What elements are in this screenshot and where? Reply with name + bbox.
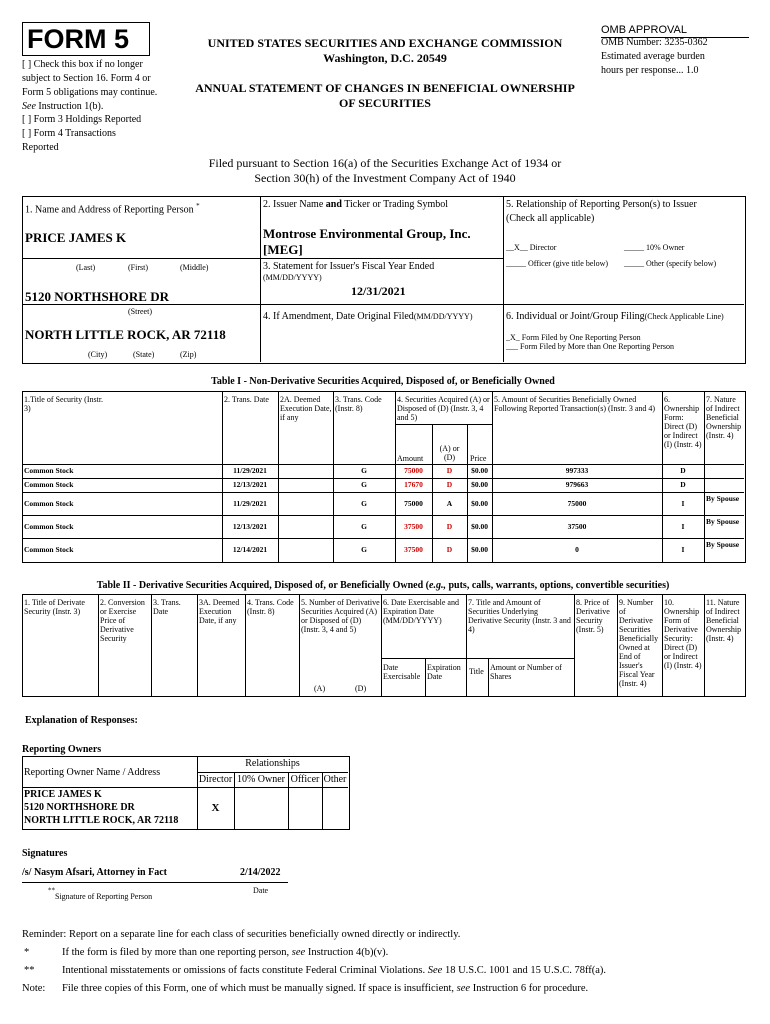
t1-h3: 3. Trans. Code (Instr. 8) (335, 395, 382, 413)
t1-cell-amount: 37500 (404, 522, 423, 531)
t1-cell-form: I (681, 499, 685, 508)
footer-star: * (24, 947, 30, 958)
t2-col-div (381, 594, 382, 697)
t1-sub-amount: Amount (397, 454, 424, 463)
t1-cell-form: I (681, 545, 685, 554)
signature-line (22, 882, 288, 883)
label-street: (Street) (128, 307, 152, 316)
t1-cell-title: Common Stock (24, 499, 74, 508)
label-last: (Last) (76, 263, 96, 272)
owners-col-director: Director (198, 774, 233, 785)
t2-h3: 3. Trans. Date (153, 598, 181, 616)
check-box-text: [ ] Check this box if no longer subject to Section 16. Form 4 or Form 5 obligations may continue. (22, 59, 158, 98)
t1-cell-title: Common Stock (24, 545, 74, 554)
t2-sub-divider (381, 658, 574, 659)
issuer-name: Montrose Environmental Group, Inc. (263, 226, 471, 241)
t2-col-div (662, 594, 663, 697)
note-see: see (456, 983, 471, 994)
statement-line2: OF SECURITIES (339, 96, 431, 110)
dstar-pre: Intentional misstatements or omissions of facts constitute Federal Criminal Violations. (62, 965, 428, 976)
t2-sub-amount: Amount or Number of Shares (490, 663, 562, 681)
footer-note-text (62, 983, 588, 994)
t1-h4: 4. Securities Acquired (A) or Disposed of (D) (Instr. 3, 4 and 5) (397, 395, 490, 422)
box1-asterisk: * (196, 202, 200, 210)
t1-cell-aord: D (446, 545, 453, 554)
t2-col-div (704, 594, 705, 697)
star-pre: If the form is filed by more than one reporting person, (62, 947, 292, 958)
t1-cell-code: G (361, 466, 367, 475)
reporting-person-name: PRICE JAMES K (25, 230, 127, 245)
signature-asterisks: ** (48, 886, 55, 895)
check-box-see: See (22, 101, 36, 112)
dstar-see: See (427, 965, 443, 976)
t1-row-divider (22, 515, 744, 516)
filed-line1: Filed pursuant to Section 16(a) of the Securities Exchange Act of 1934 or (208, 156, 562, 170)
t2-sub-d: (D) (355, 684, 367, 693)
omb-title: OMB APPROVAL (601, 24, 687, 36)
t1-cell-amount: 75000 (404, 499, 423, 508)
t1-cell-price: $0.00 (471, 522, 488, 531)
signature-label-text: Signature of Reporting Person (55, 892, 153, 901)
t1-cell-aord: A (446, 499, 453, 508)
t1-cell-nature: By Spouse (706, 540, 740, 549)
t1-cell-owned: 997333 (565, 466, 589, 475)
t2-h4: 4. Trans. Code (Instr. 8) (247, 598, 294, 616)
table1-title: Table I - Non-Derivative Securities Acquired, Disposed of, or Beneficially Owned (211, 376, 555, 387)
filed-by-more: ___ Form Filed by More than One Reporting Person (506, 342, 674, 351)
dstar-post: 18 U.S.C. 1001 and 15 U.S.C. 78ff(a). (442, 965, 607, 976)
t1-cell-date: 11/29/2021 (233, 466, 267, 475)
t1-cell-owned: 0 (575, 545, 579, 554)
box6-label-text: 6. Individual or Joint/Group Filing (506, 311, 645, 322)
box6-label-small: (Check Applicable Line) (644, 312, 724, 321)
owners-col-officer: Officer (290, 774, 320, 785)
t2-col-div (425, 658, 426, 697)
t1-row-divider (22, 492, 744, 493)
form3-holdings: [ ] Form 3 Holdings Reported (22, 114, 142, 125)
t1-cell-aord: D (446, 522, 453, 531)
t2-h6: 6. Date Exercisable and Expiration Date (MM/DD/YYYY) (383, 598, 459, 625)
t2-h7: 7. Title and Amount of Securities Underlying Derivative Security (Instr. 3 and 4) (468, 598, 571, 634)
relationship-officer: _____ Officer (give title below) (506, 259, 609, 268)
star-post: Instruction 4(b)(v). (305, 947, 389, 958)
check-box-notice (22, 58, 172, 114)
owner-line-1: PRICE JAMES K (24, 789, 102, 800)
t1-cell-code: G (361, 545, 367, 554)
owner-director-mark: X (211, 802, 220, 814)
filed-by-one: _X_ Form Filed by One Reporting Person (506, 333, 641, 342)
reminder-text: Reminder: Report on a separate line for each class of securities beneficially owned directly or indirectly. (22, 929, 461, 940)
note-post: Instruction 6 for procedure. (470, 983, 589, 994)
relationship-ten-pct: _____ 10% Owner (624, 243, 685, 252)
footer-dstar-text (62, 965, 606, 976)
ow-header-bottom (22, 787, 348, 788)
t1-h5: 5. Amount of Securities Beneficially Owned Following Reported Transaction(s) (Instr. 3 and 4) (494, 395, 656, 413)
box1-label (25, 202, 200, 215)
street-value: 5120 NORTHSHORE DR (25, 289, 170, 304)
star-see: see (291, 947, 306, 958)
signature-date: 2/14/2022 (240, 867, 281, 878)
label-zip: (Zip) (180, 350, 197, 359)
table2-title (22, 580, 744, 591)
t2-sub-date-ex: Date Exercisable (383, 663, 421, 681)
relationship-other: _____ Other (specify below) (624, 259, 717, 268)
t2-h11: 11. Nature of Indirect Beneficial Ownership (Instr. 4) (706, 598, 742, 643)
t2-col-div (574, 594, 575, 697)
t2-h2: 2. Conversion or Exercise Price of Derivative Security (100, 598, 145, 643)
box4-sub: (MM/DD/YYYY) (413, 312, 473, 321)
t1-cell-price: $0.00 (471, 499, 488, 508)
box-divider-1 (260, 196, 261, 362)
label-state: (State) (133, 350, 155, 359)
t1-cell-title: Common Stock (24, 480, 74, 489)
box3-label: 3. Statement for Issuer's Fiscal Year Ended (263, 261, 435, 272)
t2-col-div (299, 594, 300, 697)
box2-label-pre: 2. Issuer Name (263, 199, 326, 210)
t2-sub-title: Title (469, 667, 484, 676)
t2-sub-exp: Expiration Date (427, 663, 461, 681)
box6-label (506, 306, 724, 324)
box-row-divider-1 (22, 258, 503, 259)
t2-col-div (197, 594, 198, 697)
t2-title-post: puts, calls, warrants, options, convertible securities) (445, 580, 670, 591)
box4-label-text: 4. If Amendment, Date Original Filed (263, 311, 414, 322)
label-middle: (Middle) (180, 263, 209, 272)
t2-h5: 5. Number of Derivative Securities Acquired (A) or Disposed of (D) (Instr. 3, 4 and 5) (301, 598, 380, 634)
t1-cell-date: 12/13/2021 (232, 480, 268, 489)
box2-label-post: Ticker or Trading Symbol (341, 199, 449, 210)
t1-cell-amount: 37500 (404, 545, 423, 554)
agency-line1: UNITED STATES SECURITIES AND EXCHANGE COMMISSION (207, 36, 563, 50)
box3-sub: (MM/DD/YYYY) (263, 273, 322, 282)
t1-cell-amount: 17670 (404, 480, 423, 489)
t1-cell-nature: By Spouse (706, 494, 740, 503)
t2-h9: 9. Number of Derivative Securities Beneficially Owned at End of Issuer's Fiscal Year (Instr. 4) (619, 598, 659, 688)
t1-cell-code: G (361, 522, 367, 531)
t1-cell-nature: By Spouse (706, 517, 740, 526)
box-divider-2 (503, 196, 504, 362)
t1-h2a: 2A. Deemed Execution Date, if any (280, 395, 332, 422)
t1-cell-form: D (680, 480, 686, 489)
footer-star-text (62, 947, 388, 958)
omb-burden-1: Estimated average burden (601, 51, 705, 62)
omb-number: OMB Number: 3235-0362 (601, 37, 708, 48)
box5-label-2: (Check all applicable) (506, 213, 595, 224)
t2-col-div (98, 594, 99, 697)
t1-cell-title: Common Stock (24, 466, 74, 475)
t1-row-divider (22, 478, 744, 479)
label-city: (City) (88, 350, 108, 359)
t1-cell-aord: D (446, 480, 453, 489)
t1-h6: 6. Ownership Form: Direct (D) or Indirect (I) (Instr. 4) (664, 395, 702, 449)
city-value: NORTH LITTLE ROCK, AR 72118 (25, 327, 226, 342)
box4-label (263, 306, 472, 324)
fiscal-year-end: 12/31/2021 (351, 284, 406, 298)
t1-cell-form: D (680, 466, 686, 475)
omb-burden-2: hours per response... 1.0 (601, 65, 699, 76)
filed-line2: Section 30(h) of the Investment Company Act of 1940 (254, 171, 516, 185)
t1-col-div (467, 424, 468, 563)
agency-line2: Washington, D.C. 20549 (323, 51, 447, 65)
t1-cell-code: G (361, 499, 367, 508)
t1-cell-code: G (361, 480, 367, 489)
owner-line-2: 5120 NORTHSHORE DR (24, 802, 135, 813)
t2-title-eg: e.g., (429, 580, 446, 591)
t2-h10: 10. Ownership Form of Derivative Security: Direct (D) or Indirect (I) (Instr. 4) (664, 598, 702, 670)
t1-cell-aord: D (446, 466, 453, 475)
form-title-box (22, 22, 150, 56)
t1-sub-aord: (A) or (D) (439, 444, 460, 462)
note-pre: File three copies of this Form, one of which must be manually signed. If space is insufficient, (62, 983, 457, 994)
owners-col-name: Reporting Owner Name / Address (24, 767, 161, 778)
t1-cell-title: Common Stock (24, 522, 74, 531)
t1-cell-amount: 75000 (404, 466, 423, 475)
t1-sub-divider (395, 424, 492, 425)
t1-cell-date: 12/14/2021 (232, 545, 268, 554)
t2-col-div (617, 594, 618, 697)
owners-relationships: Relationships (245, 758, 300, 769)
explanation-heading: Explanation of Responses: (25, 715, 138, 726)
form4-transactions: [ ] Form 4 Transactions Reported (22, 128, 116, 153)
signatures-heading: Signatures (22, 848, 68, 859)
owners-col-ten: 10% Owner (236, 774, 286, 785)
reporting-owners-heading: Reporting Owners (22, 744, 102, 755)
t2-h3a: 3A. Deemed Execution Date, if any (199, 598, 240, 625)
t2-title-pre: Table II - Derivative Securities Acquired, Disposed of, or Beneficially Owned ( (96, 580, 430, 591)
label-first: (First) (128, 263, 148, 272)
issuer-ticker: [MEG] (263, 242, 303, 257)
t1-cell-owned: 37500 (567, 522, 587, 531)
box2-label-and: and (325, 199, 342, 210)
t1-header-bottom (22, 464, 744, 465)
form-title: FORM 5 (27, 24, 130, 54)
t1-h2: 2. Trans. Date (224, 395, 269, 404)
t1-cell-price: $0.00 (471, 480, 488, 489)
date-label: Date (253, 886, 269, 895)
box1-label-text: 1. Name and Address of Reporting Person (25, 204, 194, 216)
t2-col-div (466, 594, 467, 697)
t2-h1: 1. Title of Derivate Security (Instr. 3) (24, 598, 85, 616)
signature-label (48, 886, 152, 904)
t2-col-div (488, 658, 489, 697)
t1-row-divider (22, 538, 744, 539)
t1-cell-price: $0.00 (471, 545, 488, 554)
footer-note: Note: (22, 983, 46, 994)
check-box-instr: Instruction 1(b). (35, 101, 104, 112)
t2-h8: 8. Price of Derivative Security (Instr. 5) (576, 598, 610, 634)
owner-line-3: NORTH LITTLE ROCK, AR 72118 (24, 815, 179, 826)
t1-cell-date: 11/29/2021 (233, 499, 267, 508)
t1-sub-price: Price (470, 454, 487, 463)
relationship-director: __X__ Director (506, 243, 557, 252)
t2-sub-a: (A) (314, 684, 326, 693)
t1-h7: 7. Nature of Indirect Beneficial Ownership (Instr. 4) (706, 395, 742, 440)
t1-cell-date: 12/13/2021 (232, 522, 268, 531)
statement-line1: ANNUAL STATEMENT OF CHANGES IN BENEFICIAL OWNERSHIP (195, 81, 575, 95)
t1-h1: 1.Title of Security (Instr. 3) (24, 395, 104, 413)
box2-label (263, 199, 448, 210)
t1-col-div (432, 424, 433, 563)
t1-cell-price: $0.00 (471, 466, 488, 475)
ow-sub-divider (197, 772, 348, 773)
signer-name: /s/ Nasym Afsari, Attorney in Fact (22, 867, 167, 878)
owners-col-other: Other (323, 774, 347, 785)
t1-cell-owned: 75000 (567, 499, 587, 508)
footer-dstar: ** (24, 965, 35, 976)
box5-label-1: 5. Relationship of Reporting Person(s) to Issuer (506, 199, 697, 210)
t1-cell-owned: 979663 (565, 480, 589, 489)
t1-cell-form: I (681, 522, 685, 531)
